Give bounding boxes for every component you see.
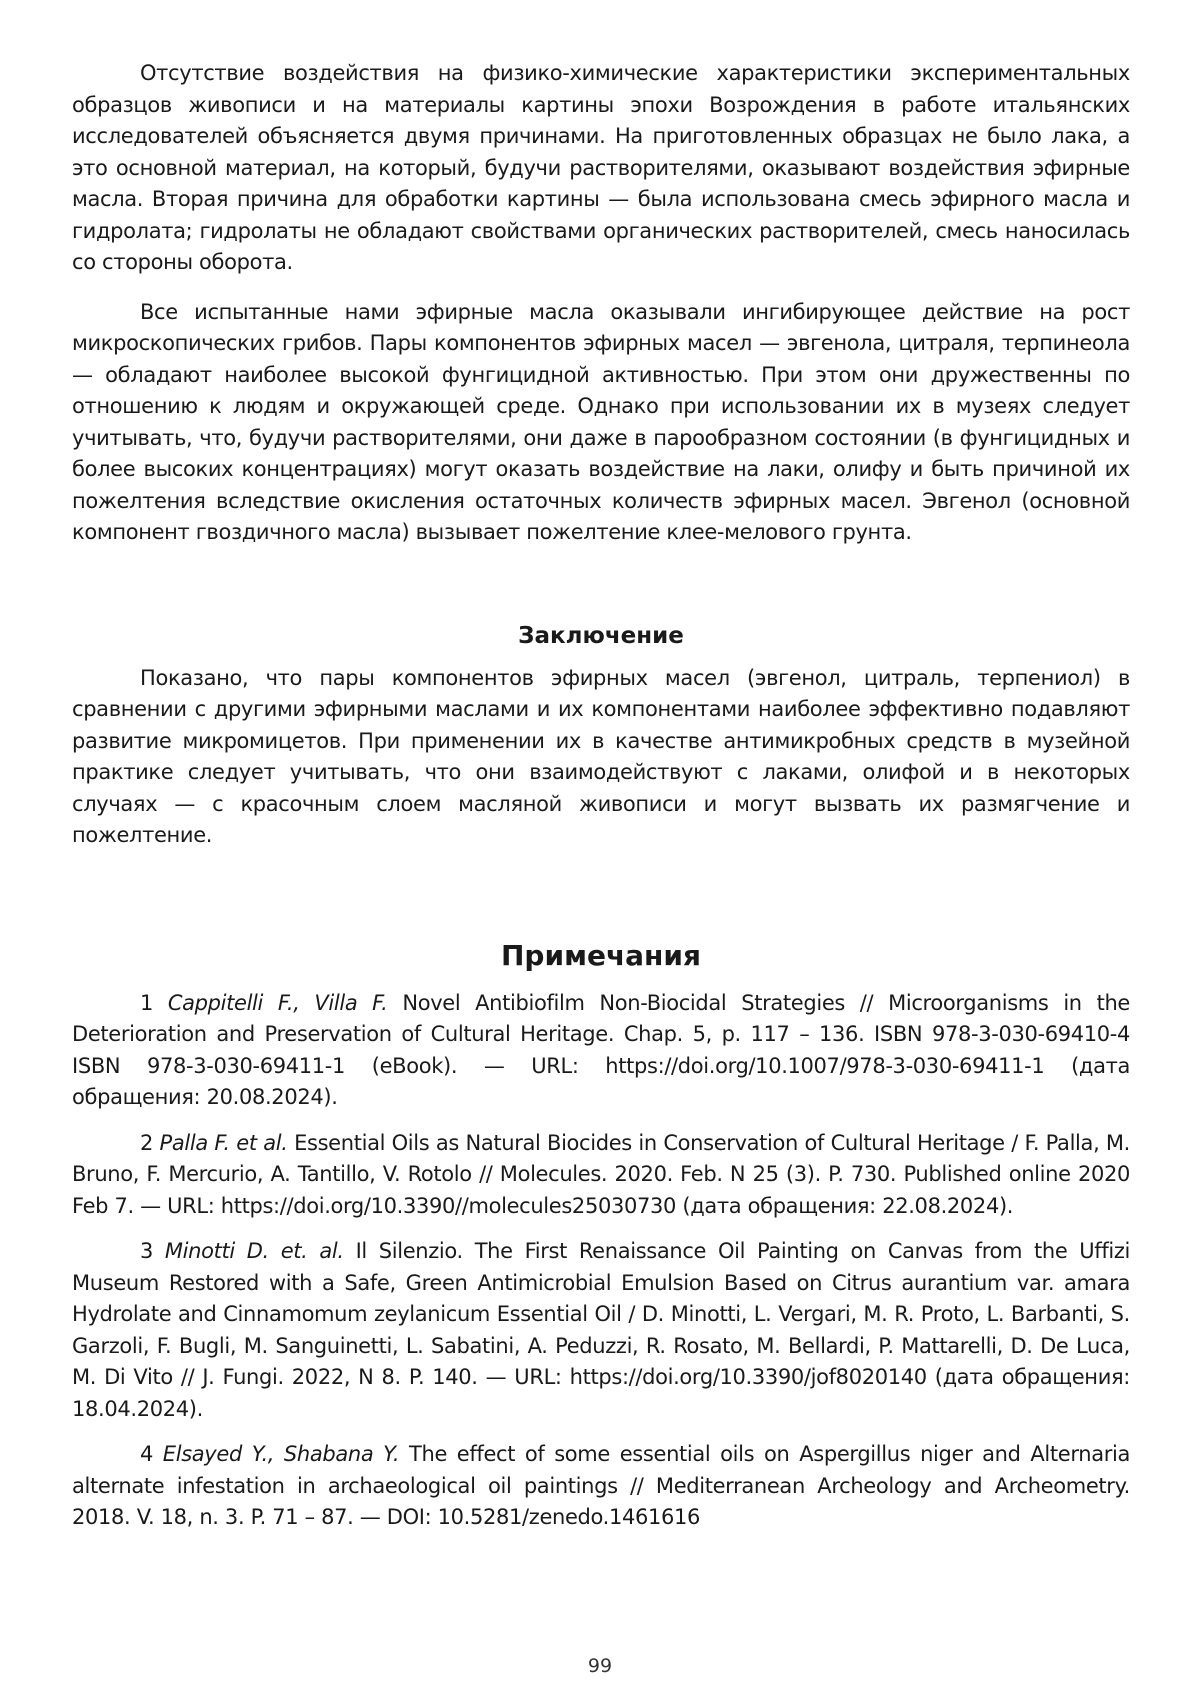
note-text: Essential Oils as Natural Biocides in Conservation of Cultural Heritage / F. Palla, M. Bruno, F. Mercurio, A. Tantillo, V. Rotolo // Molecules. 2020. Feb. N 25 (3). P. 730. Published online 2020 Feb 7. — URL: https://doi.org/10.3390//molecules25030730 (дата обращения: 22.08.2024).: [72, 1130, 1131, 1218]
note-number: 3: [140, 1239, 154, 1263]
note-item: [72, 988, 1130, 1114]
section-heading-notes: Примечания: [500, 938, 702, 972]
note-authors: Elsayed Y., Shabana Y.: [162, 1442, 400, 1466]
note-authors: Cappitelli F., Villa F.: [167, 990, 388, 1015]
note-text: The effect of some essential oils on Aspergillus niger and Alternaria alternate infestation in archaeological oil paintings // Mediterranean Archeology and Archeometry. 2018. V. 18, n. 3. P. 71 – 87. — DOI: 10.5281/zenedo.1461616: [72, 1442, 1130, 1529]
page-number: 99: [587, 1655, 613, 1677]
note-number: 1: [140, 990, 154, 1015]
note-text: Il Silenzio. The First Renaissance Oil Painting on Canvas from the Uffizi Museum Restored with a Safe, Green Antimicrobial Emulsion Based on Citrus aurantium var. amara Hydrolate and Cinnamomum zeylanicum Essential Oil / D. Minotti, L. Vergari, M. R. Proto, L. Barbanti, S. Garzoli, F. Bugli, M. Sanguinetti, L. Sabatini, A. Peduzzi, R. Rosato, M. Bellardi, P. Mattarelli, D. De Luca, M. Di Vito // J. Fungi. 2022, N 8. P. 140. — URL: https://doi.org/10.3390/jof8020140 (дата обращения: 18.04.2024).: [72, 1239, 1131, 1421]
note-number: 2: [140, 1130, 154, 1155]
note-authors: Minotti D. et. al.: [164, 1239, 344, 1263]
page-content: [72, 58, 1130, 1548]
body-paragraph: Все испытанные нами эфирные масла оказывали ингибирующее действие на рост микроскопических грибов. Пары компонентов эфирных масел — эвгенола, цитраля, терпинеола — обладают наиболее высокой фунгицидной активностью. При этом они дружественны по отношению к людям и окружающей среде. Однако при использовании их в музеях следует учитывать, что, будучи растворителями, они даже в парообразном состоянии (в фунгицидных и более высоких концентрациях) могут оказать воздействие на лаки, олифу и быть причиной их пожелтения вследствие окисления остаточных количеств эфирных масел. Эвгенол (основной компонент гвоздичного масла) вызывает пожелтение клее-мелового грунта.: [72, 299, 1130, 544]
note-number: 4: [140, 1442, 154, 1466]
note-item: [72, 1236, 1130, 1425]
conclusion-paragraph: Показано, что пары компонентов эфирных масел (эвгенол, цитраль, терпениол) в сравнении с другими эфирными маслами и их компонентами наиболее эффективно подавляют развитие микромицетов. При применении их в качестве антимикробных средств в музейной практике следует учитывать, что они взаимодействуют с лаками, олифой и в некоторых случаях — с красочным слоем масляной живописи и могут вызвать их размягчение и пожелтение.: [72, 665, 1130, 847]
note-item: [72, 1128, 1130, 1223]
section-heading-conclusion: Заключение: [518, 622, 684, 649]
note-text: Novel Antibiofilm Non-Biocidal Strategies // Microorganisms in the Deterioration and Preservation of Cultural Heritage. Chap. 5, p. 117 – 136. ISBN 978-3-030-69410-4 ISBN 978-3-030-69411-1 (eBook). — URL: https://doi.org/10.1007/978-3-030-69411-1 (дата обращения: 20.08.2024).: [72, 990, 1130, 1109]
body-paragraph: Отсутствие воздействия на физико-химические характеристики экспериментальных образцов живописи и на материалы картины эпохи Возрождения в работе итальянских исследователей объясняется двумя причинами. На приготовленных образцах не было лака, а это основной материал, на который, будучи растворителями, оказывают воздействия эфирные масла. Вторая причина для обработки картины — была использована смесь эфирного масла и гидролата; гидролаты не обладают свойствами органических растворителей, смесь наносилась со стороны оборота.: [72, 61, 1130, 274]
note-authors: Palla F. et al.: [159, 1130, 288, 1155]
note-item: [72, 1439, 1130, 1534]
